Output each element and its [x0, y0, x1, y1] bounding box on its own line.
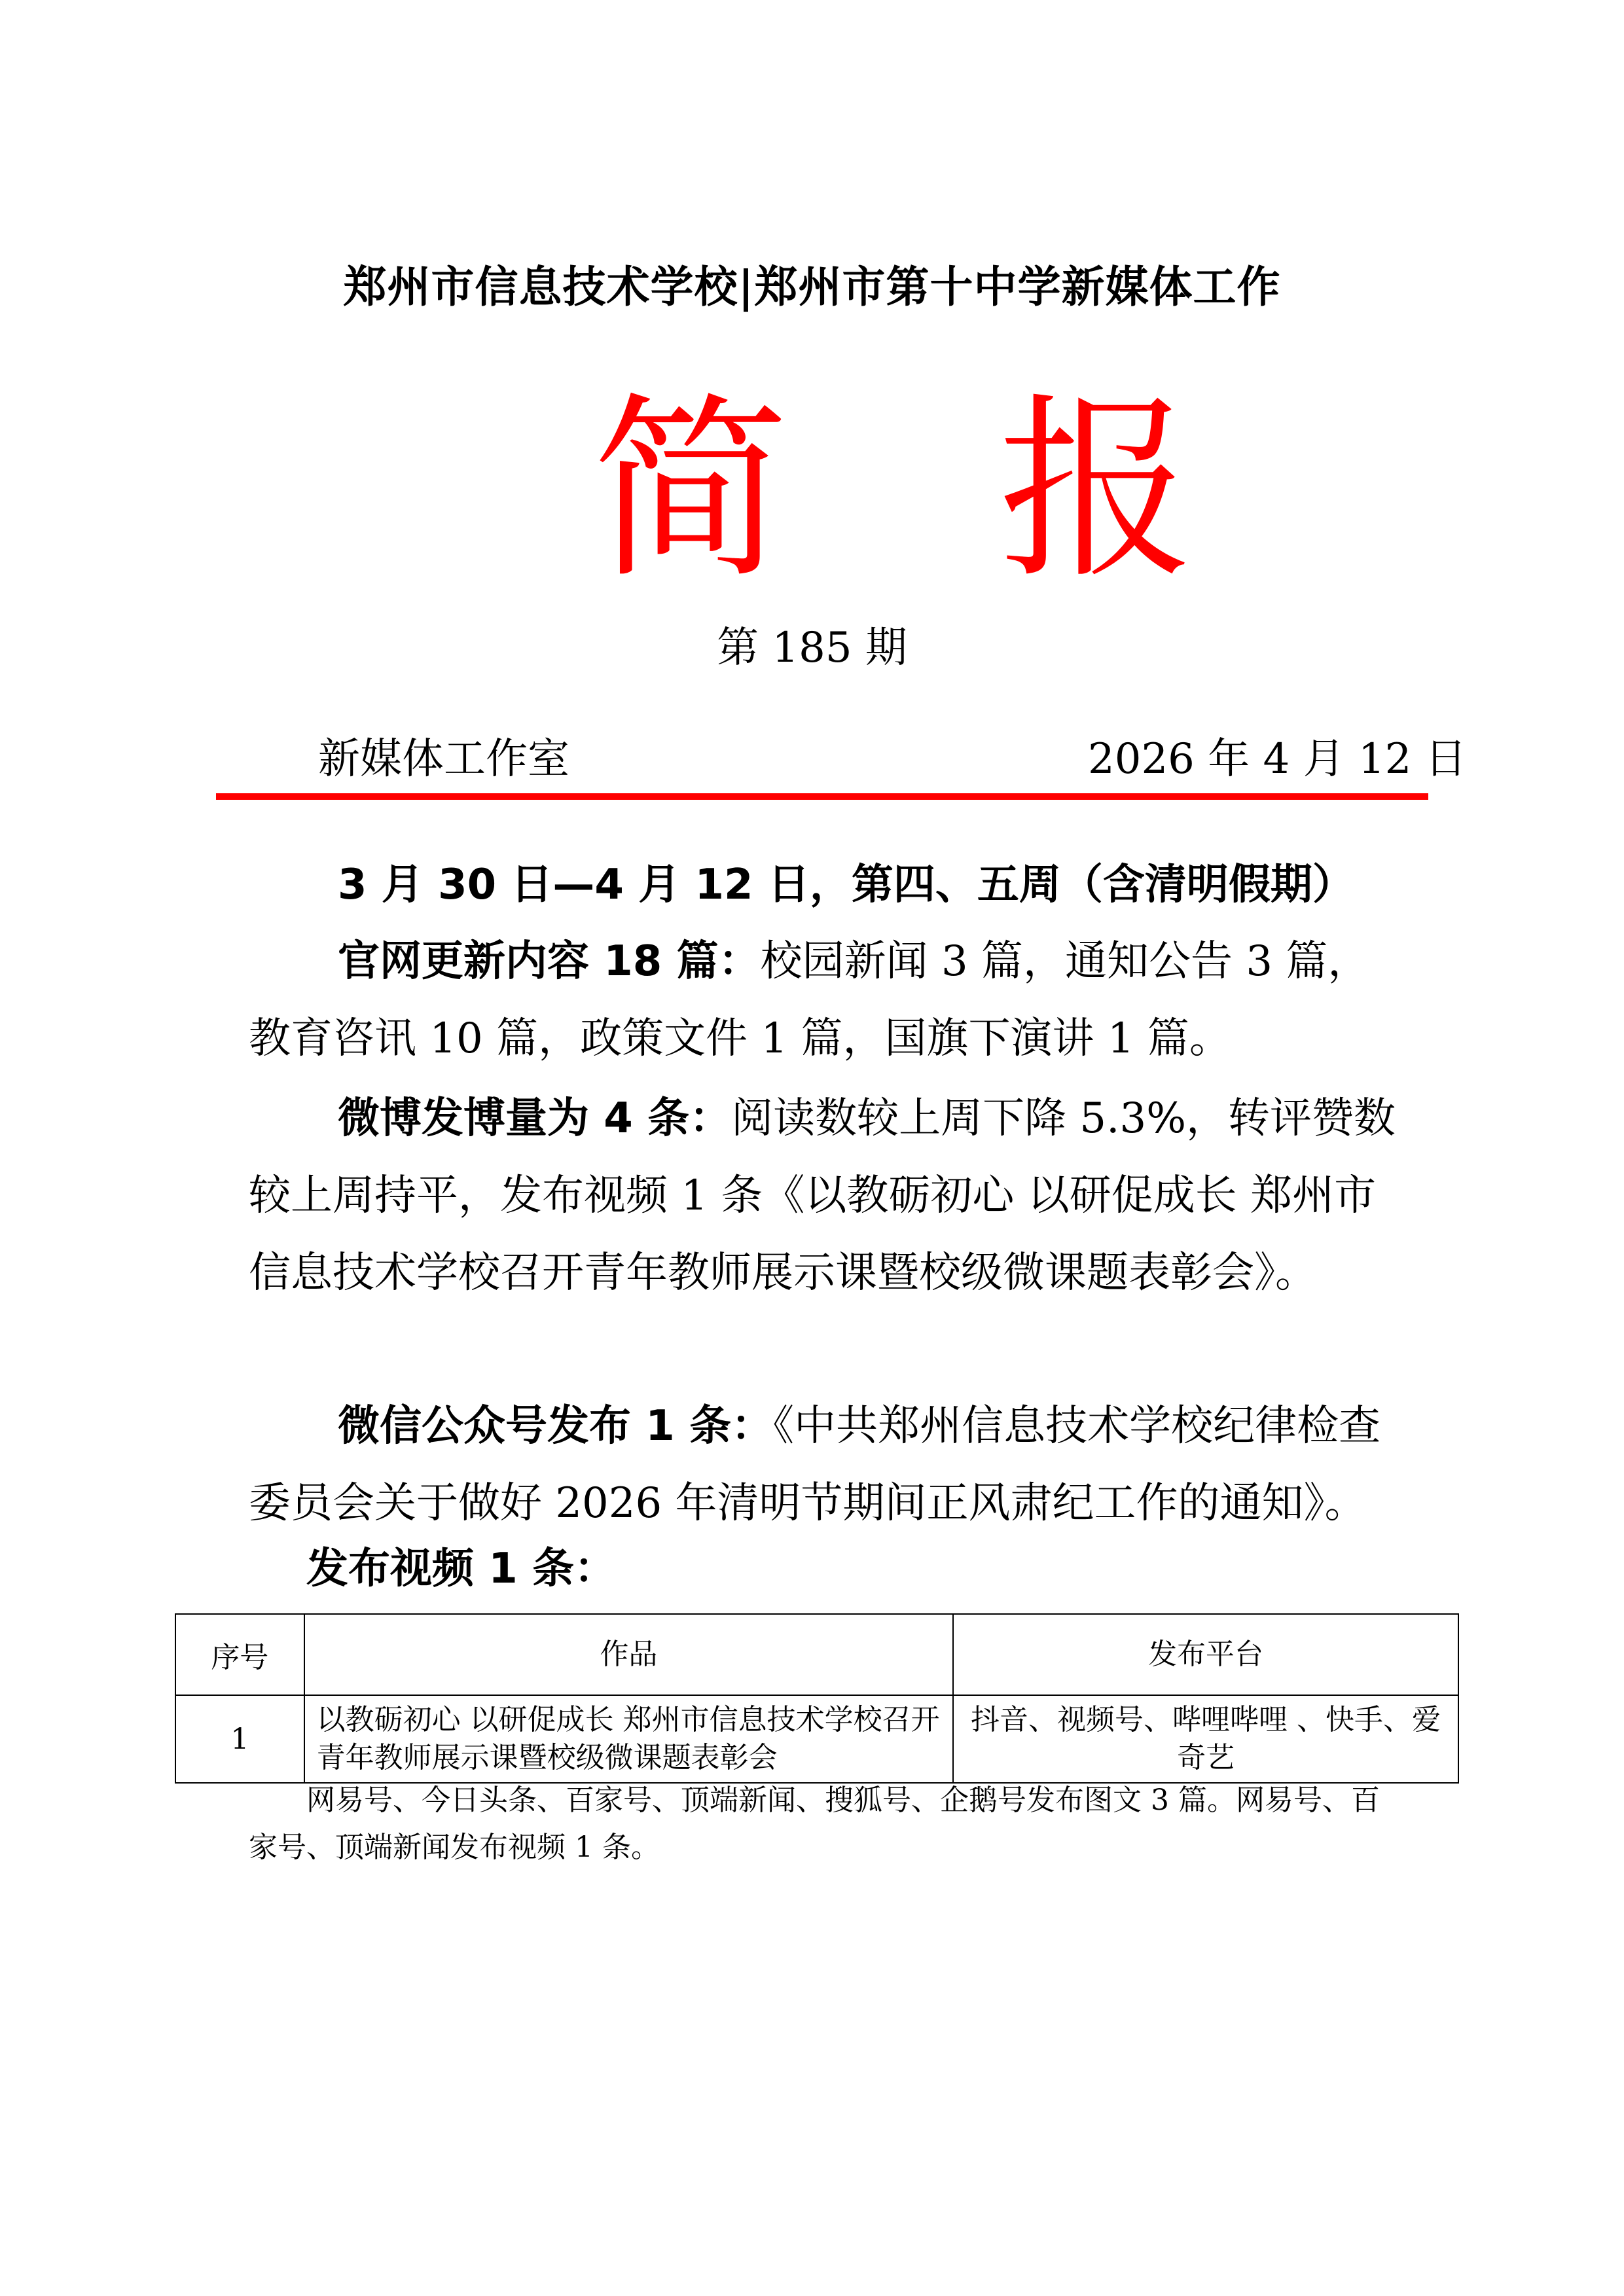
- wechat-text: 《中共郑州信息技术学校纪律检查委员会关于做好 2026 年清明节期间正风肃纪工作的通知》。: [249, 1402, 1381, 1528]
- cell-work: 以教砺初心 以研促成长 郑州市信息技术学校召开青年教师展示课暨校级微课题表彰会: [304, 1695, 954, 1783]
- wechat-lead: 微信公众号发布 1 条：: [338, 1402, 774, 1450]
- weibo-lead: 微博发博量为 4 条：: [338, 1094, 732, 1143]
- issue-number: 第 185 期: [717, 624, 907, 672]
- video-table: [175, 1613, 1459, 1784]
- table-header-row: [175, 1614, 1458, 1695]
- wechat-paragraph: [249, 1388, 1401, 1542]
- website-lead: 官网更新内容 18 篇：: [338, 937, 761, 986]
- header-no: 序号: [175, 1614, 304, 1695]
- weibo-paragraph: [249, 1080, 1401, 1312]
- website-text: 校园新闻 3 篇，通知公告 3 篇，教育咨讯 10 篇，政策文件 1 篇，国旗下演讲 1 篇。: [249, 937, 1370, 1063]
- org-title: 郑州市信息技术学校|郑州市第十中学新媒体工作: [343, 261, 1281, 312]
- weibo-text: 阅读数较上周下降 5.3%，转评赞数较上周持平，发布视频 1 条《以教砺初心 以研促成长 郑州市信息技术学校召开青年教师展示课暨校级微课题表彰会》。: [249, 1094, 1396, 1297]
- footnote: 网易号、今日头条、百家号、顶端新闻、搜狐号、企鹅号发布图文 3 篇。网易号、百家号、顶端新闻发布视频 1 条。: [249, 1784, 1380, 1864]
- cell-platform: 抖音、视频号、哔哩哔哩 、快手、爱奇艺: [953, 1695, 1458, 1783]
- red-divider: [216, 793, 1428, 800]
- doc-title: 简报: [592, 376, 1404, 605]
- issue-date: 2026 年 4 月 12 日: [1088, 735, 1467, 783]
- office-name: 新媒体工作室: [318, 735, 569, 783]
- header-work: 作品: [304, 1614, 954, 1695]
- report-period: 3 月 30 日—4 月 12 日，第四、五周（含清明假期）: [338, 861, 1354, 909]
- cell-no: 1: [175, 1695, 304, 1783]
- table-row: [175, 1695, 1458, 1783]
- website-paragraph: [249, 923, 1401, 1077]
- header-platform: 发布平台: [953, 1614, 1458, 1695]
- video-heading: 发布视频 1 条：: [306, 1545, 617, 1593]
